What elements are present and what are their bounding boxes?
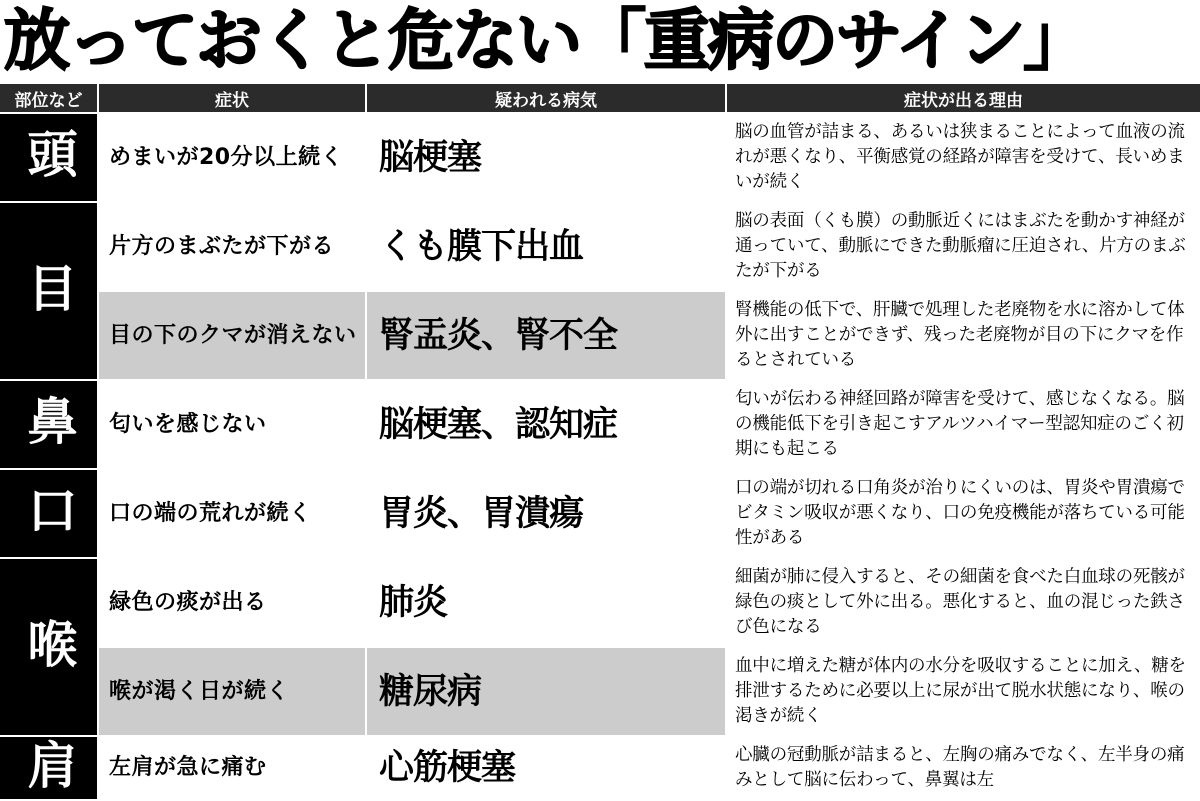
disease-cell: 胃炎、胃潰瘍 bbox=[366, 469, 726, 558]
reason-cell: 脳の血管が詰まる、あるいは狭まることによって血液の流れが悪くなり、平衡感覚の経路が障害を受けて、長いめまいが続く bbox=[726, 113, 1200, 202]
table-row bbox=[0, 113, 1200, 202]
symptom-cell: 緑色の痰が出る bbox=[98, 558, 366, 647]
symptom-cell: めまいが20分以上続く bbox=[98, 113, 366, 202]
reason-cell: 血中に増えた糖が体内の水分を吸収することに加え、糖を排泄するために必要以上に尿が出て脱水状態になり、喉の渇きが続く bbox=[726, 647, 1200, 736]
symptom-cell: 匂いを感じない bbox=[98, 380, 366, 469]
reason-cell: 細菌が肺に侵入すると、その細菌を食べた白血球の死骸が緑色の痰として外に出る。悪化すると、血の混じった鉄さび色になる bbox=[726, 558, 1200, 647]
reason-cell: 心臓の冠動脈が詰まると、左胸の痛みでなく、左半身の痛みとして脳に伝わって、鼻翼は左 bbox=[726, 736, 1200, 800]
page-title: 放っておくと危ない「重病のサイン」 bbox=[4, 2, 1088, 79]
disease-cell: 肺炎 bbox=[366, 558, 726, 647]
header-row bbox=[0, 84, 1200, 113]
disease-cell: 糖尿病 bbox=[366, 647, 726, 736]
disease-cell: 腎盂炎、腎不全 bbox=[366, 291, 726, 380]
reason-cell: 匂いが伝わる神経回路が障害を受けて、感じなくなる。脳の機能低下を引き起こすアルツハイマー型認知症のごく初期にも起こる bbox=[726, 380, 1200, 469]
part-cell: 肩 bbox=[0, 736, 98, 800]
part-cell: 鼻 bbox=[0, 380, 98, 469]
disease-cell: くも膜下出血 bbox=[366, 202, 726, 291]
symptom-cell: 左肩が急に痛む bbox=[98, 736, 366, 800]
table-row bbox=[0, 202, 1200, 291]
table-row bbox=[0, 736, 1200, 800]
column-header-symptom: 症状 bbox=[98, 84, 366, 113]
symptom-cell: 喉が渇く日が続く bbox=[98, 647, 366, 736]
table-row bbox=[0, 469, 1200, 558]
part-cell: 喉 bbox=[0, 558, 98, 736]
column-header-reason: 症状が出る理由 bbox=[726, 84, 1200, 113]
disease-cell: 脳梗塞、認知症 bbox=[366, 380, 726, 469]
part-cell: 目 bbox=[0, 202, 98, 380]
part-cell: 頭 bbox=[0, 113, 98, 202]
symptom-cell: 口の端の荒れが続く bbox=[98, 469, 366, 558]
symptom-cell: 片方のまぶたが下がる bbox=[98, 202, 366, 291]
reason-cell: 口の端が切れる口角炎が治りにくいのは、胃炎や胃潰瘍でビタミン吸収が悪くなり、口の免疫機能が落ちている可能性がある bbox=[726, 469, 1200, 558]
disease-cell: 脳梗塞 bbox=[366, 113, 726, 202]
table-body bbox=[0, 113, 1200, 800]
reason-cell: 脳の表面（くも膜）の動脈近くにはまぶたを動かす神経が通っていて、動脈にできた動脈瘤に圧迫され、片方のまぶたが下がる bbox=[726, 202, 1200, 291]
table-header bbox=[0, 84, 1200, 113]
table-row bbox=[0, 647, 1200, 736]
part-cell: 口 bbox=[0, 469, 98, 558]
disease-cell: 心筋梗塞 bbox=[366, 736, 726, 800]
table-row bbox=[0, 291, 1200, 380]
column-header-part: 部位など bbox=[0, 84, 98, 113]
table-row bbox=[0, 558, 1200, 647]
page-title-bar bbox=[0, 0, 1200, 84]
signs-table bbox=[0, 84, 1200, 801]
column-header-disease: 疑われる病気 bbox=[366, 84, 726, 113]
reason-cell: 腎機能の低下で、肝臓で処理した老廃物を水に溶かして体外に出すことができず、残った老廃物が目の下にクマを作るとされている bbox=[726, 291, 1200, 380]
symptom-cell: 目の下のクマが消えない bbox=[98, 291, 366, 380]
table-row bbox=[0, 380, 1200, 469]
